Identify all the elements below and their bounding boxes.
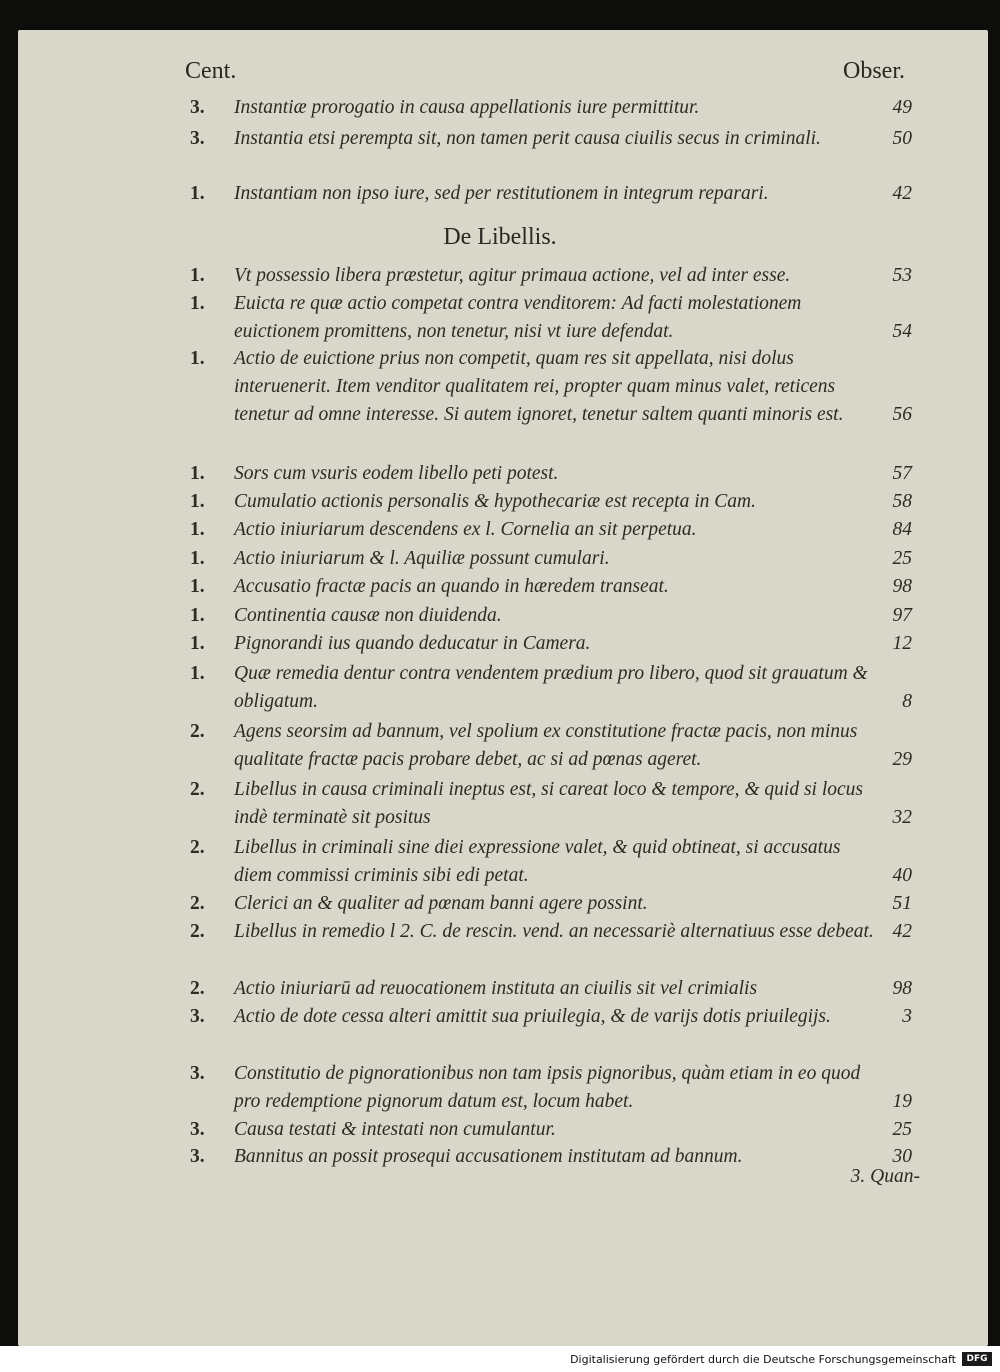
index-entry: [190, 460, 920, 488]
entry-page-ref: 29: [892, 749, 912, 770]
entry-page-ref: 51: [892, 893, 912, 914]
index-entry: [190, 1060, 920, 1116]
catchword: 3. Quan-: [850, 1166, 920, 1187]
entry-text: Continentia causæ non diuidenda.: [234, 605, 502, 626]
entry-number: 1.: [190, 265, 205, 286]
entry-page-ref: 19: [892, 1091, 912, 1112]
entry-text: Actio iniuriarū ad reuocationem instituta an ciuilis sit vel crimialis: [234, 978, 758, 999]
entry-number: 1.: [190, 491, 205, 512]
index-entry: [190, 573, 920, 601]
entry-text: Libellus in causa criminali ineptus est, si careat loco & tempore, & quid si locus indè terminatè sit positus: [234, 779, 864, 828]
entry-text: Vt possessio libera præstetur, agitur primaua actione, vel ad inter esse.: [234, 265, 791, 286]
entry-text: Libellus in criminali sine diei expressione valet, & quid obtineat, si accusatus diem commissi criminis sibi edi petat.: [234, 837, 841, 886]
entry-number: 1.: [190, 293, 205, 314]
entry-page-ref: 32: [892, 807, 912, 828]
index-entry: [190, 180, 920, 208]
entry-page-ref: 8: [902, 691, 912, 712]
entry-number: 3.: [190, 128, 205, 149]
entry-page-ref: 42: [892, 921, 912, 942]
entry-number: 1.: [190, 183, 205, 204]
entry-text: Actio iniuriarum descendens ex l. Cornelia an sit perpetua.: [234, 519, 697, 540]
entry-number: 2.: [190, 721, 205, 742]
index-entry: [190, 290, 920, 346]
entry-number: 3.: [190, 97, 205, 118]
index-entry: [190, 1003, 920, 1031]
entry-text: Pignorandi ius quando deducatur in Camera.: [234, 633, 591, 654]
entry-page-ref: 56: [892, 404, 912, 425]
index-entry: [190, 125, 920, 153]
entry-text: Causa testati & intestati non cumulantur.: [234, 1119, 556, 1140]
entry-page-ref: 97: [892, 605, 912, 626]
index-entry: [190, 776, 920, 832]
index-entry: [190, 488, 920, 516]
entry-page-ref: 58: [892, 491, 912, 512]
entry-text: Sors cum vsuris eodem libello peti potest.: [234, 463, 559, 484]
entry-text: Bannitus an possit prosequi accusationem institutam ad bannum.: [234, 1146, 743, 1167]
entry-page-ref: 98: [892, 576, 912, 597]
entry-number: 1.: [190, 633, 205, 654]
index-entry: [190, 602, 920, 630]
entry-page-ref: 50: [892, 128, 912, 149]
entry-text: Instantiam non ipso iure, sed per restitutionem in integrum reparari.: [234, 183, 769, 204]
index-entry: [190, 1143, 920, 1171]
entry-page-ref: 12: [892, 633, 912, 654]
index-entry: [190, 516, 920, 544]
index-entry: [190, 262, 920, 290]
entry-page-ref: 54: [892, 321, 912, 342]
entry-number: 2.: [190, 921, 205, 942]
entry-page-ref: 98: [892, 978, 912, 999]
header-right: Obser.: [843, 58, 905, 84]
entry-number: 3.: [190, 1006, 205, 1027]
index-entry: [190, 718, 920, 774]
entry-text: Actio de euictione prius non competit, quam res sit appellata, nisi dolus interuenerit. Item venditor qualitatem rei, propter quam minus valet, reticens tenetur ad omne interesse. Si autem ignoret, tenetur saltem quanti minoris est.: [234, 348, 844, 425]
entry-text: Constitutio de pignorationibus non tam ipsis pignoribus, quàm etiam in eo quod pro redemptione pignorum datum est, locum habet.: [234, 1063, 861, 1112]
entry-number: 1.: [190, 576, 205, 597]
entry-number: 1.: [190, 348, 205, 369]
entry-text: Instantiæ prorogatio in causa appellationis iure permittitur.: [234, 97, 700, 118]
entry-number: 2.: [190, 893, 205, 914]
entry-text: Actio iniuriarum & l. Aquiliæ possunt cumulari.: [234, 548, 610, 569]
running-header: [185, 58, 905, 88]
index-entry: [190, 834, 920, 890]
entry-text: Libellus in remedio l 2. C. de rescin. vend. an necessariè alternatiuus esse debeat.: [234, 921, 874, 942]
entry-number: 3.: [190, 1119, 205, 1140]
entry-page-ref: 30: [892, 1146, 912, 1167]
entry-number: 1.: [190, 548, 205, 569]
entry-number: 1.: [190, 605, 205, 626]
index-entry: [190, 975, 920, 1003]
entry-text: Clerici an & qualiter ad pœnam banni agere possint.: [234, 893, 648, 914]
entry-number: 3.: [190, 1063, 205, 1084]
index-entry: [190, 890, 920, 918]
entry-text: Euicta re quæ actio competat contra venditorem: Ad facti molestationem euictionem promittens, non tenetur, nisi vt iure defendat.: [234, 293, 802, 342]
entry-number: 1.: [190, 463, 205, 484]
entry-page-ref: 57: [892, 463, 912, 484]
entry-text: Agens seorsim ad bannum, vel spolium ex constitutione fractæ pacis, non minus qualitate fractæ pacis probare debet, ac si ad pœnas ageret.: [234, 721, 858, 770]
entry-number: 2.: [190, 779, 205, 800]
funding-credit: Digitalisierung gefördert durch die Deutsche Forschungsgemeinschaft: [570, 1353, 956, 1366]
entry-number: 2.: [190, 978, 205, 999]
header-left: Cent.: [185, 58, 237, 84]
entry-text: Accusatio fractæ pacis an quando in hæredem transeat.: [234, 576, 669, 597]
entry-number: 1.: [190, 663, 205, 684]
index-entry: [190, 94, 920, 122]
entry-number: 1.: [190, 519, 205, 540]
index-entry: [190, 1116, 920, 1144]
entry-page-ref: 25: [892, 548, 912, 569]
entry-page-ref: 84: [892, 519, 912, 540]
index-entry: [190, 545, 920, 573]
index-entry: [190, 345, 920, 429]
index-entry: [190, 918, 920, 946]
entry-page-ref: 3: [902, 1006, 912, 1027]
entry-page-ref: 40: [892, 865, 912, 886]
entry-page-ref: 42: [892, 183, 912, 204]
entry-text: Instantia etsi perempta sit, non tamen perit causa ciuilis secus in criminali.: [234, 128, 821, 149]
index-entry: [190, 630, 920, 658]
entry-text: Actio de dote cessa alteri amittit sua priuilegia, & de varijs dotis priuilegijs.: [234, 1006, 831, 1027]
footer-bar: [0, 1346, 1000, 1372]
dfg-logo: DFG: [962, 1352, 992, 1366]
section-heading: De Libellis.: [443, 224, 557, 250]
entry-text: Quæ remedia dentur contra vendentem prædium pro libero, quod sit grauatum & obligatum.: [234, 663, 868, 712]
entry-text: Cumulatio actionis personalis & hypothecariæ est recepta in Cam.: [234, 491, 756, 512]
entry-page-ref: 53: [892, 265, 912, 286]
entry-number: 2.: [190, 837, 205, 858]
index-entry: [190, 660, 920, 716]
entry-page-ref: 49: [892, 97, 912, 118]
entry-number: 3.: [190, 1146, 205, 1167]
entry-page-ref: 25: [892, 1119, 912, 1140]
